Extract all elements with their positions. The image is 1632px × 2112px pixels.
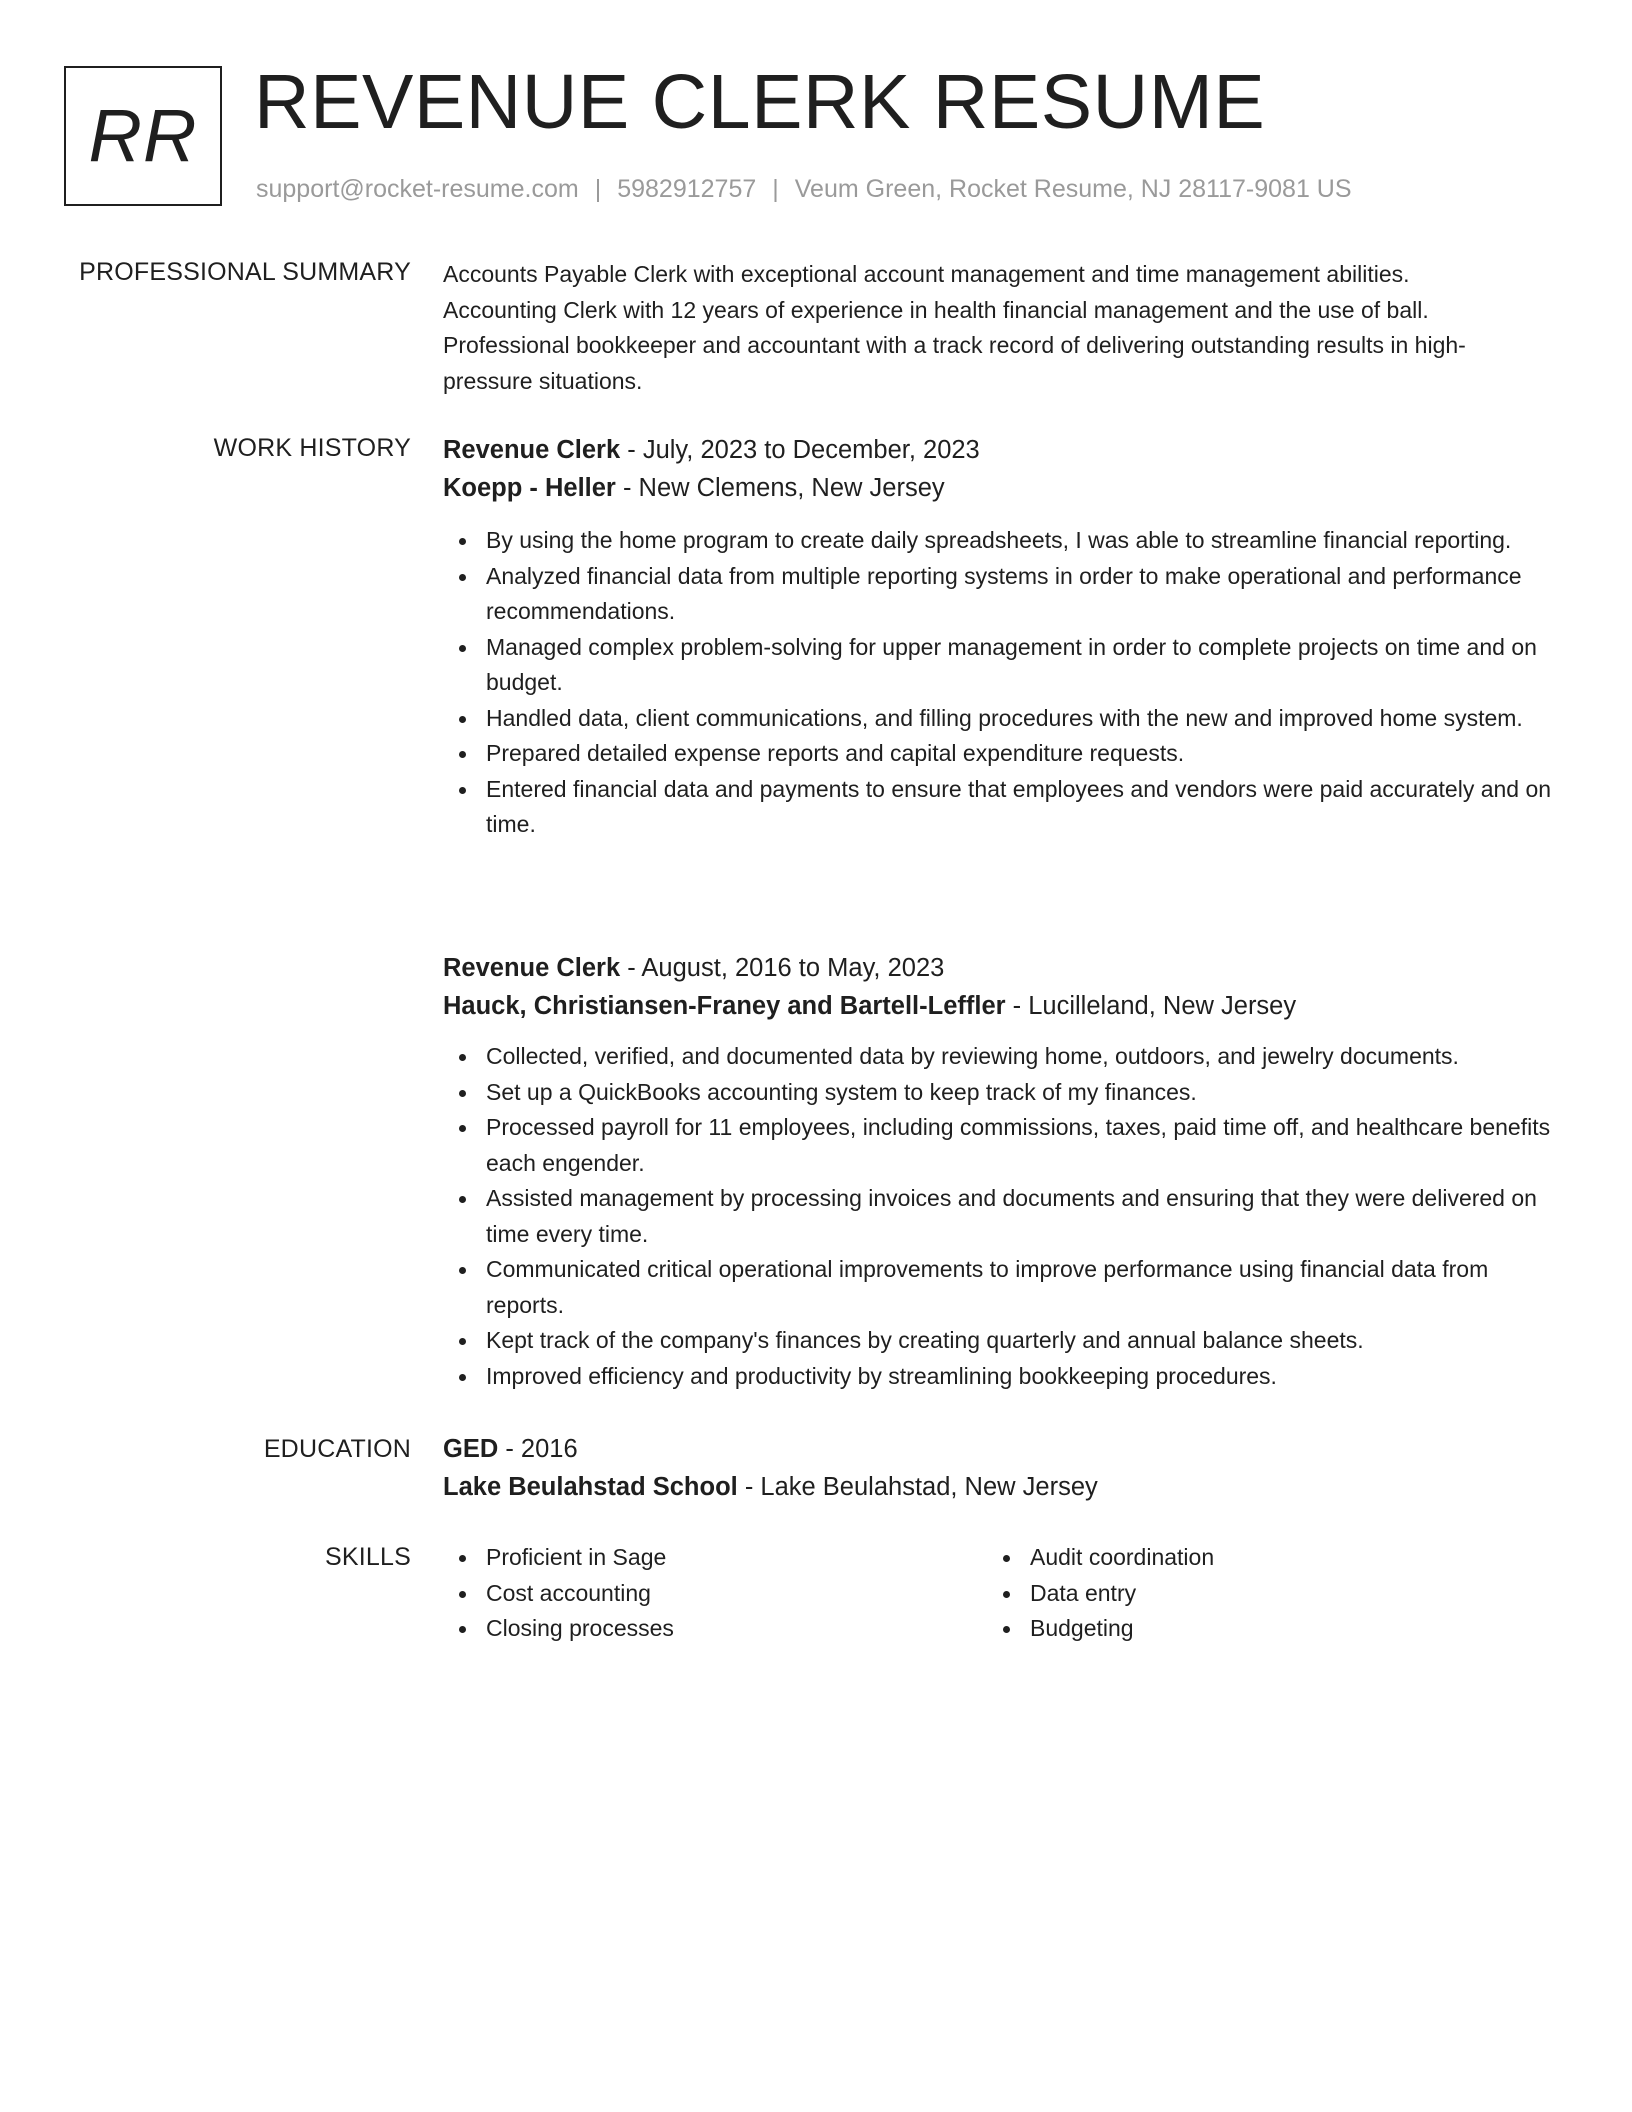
contact-separator: | — [772, 175, 779, 203]
job-bullets — [443, 523, 1563, 843]
skill-item: Data entry — [987, 1576, 1531, 1612]
resume-title: REVENUE CLERK RESUME — [254, 59, 1266, 145]
job-bullet: Set up a QuickBooks accounting system to keep track of my finances. — [443, 1075, 1563, 1111]
job-location: - New Clemens, New Jersey — [615, 474, 945, 502]
skills-body — [443, 1540, 1563, 1647]
job-company-line — [443, 469, 1563, 507]
education-location: - Lake Beulahstad, New Jersey — [737, 1473, 1098, 1501]
job-title: Revenue Clerk — [443, 954, 621, 982]
summary-line: Professional bookkeeper and accountant with a track record of delivering outstanding results in high- — [443, 332, 1466, 358]
section-label-summary: PROFESSIONAL SUMMARY — [79, 258, 411, 286]
job-bullet: Assisted management by processing invoices and documents and ensuring that they were delivered on time every time. — [443, 1181, 1563, 1252]
skill-item: Proficient in Sage — [443, 1540, 987, 1576]
job-bullet: Collected, verified, and documented data by reviewing home, outdoors, and jewelry documents. — [443, 1039, 1563, 1075]
summary-body — [443, 257, 1563, 399]
section-label-work-history: WORK HISTORY — [213, 434, 411, 462]
job-company-line — [443, 987, 1563, 1025]
job-bullet: Handled data, client communications, and filling procedures with the new and improved home system. — [443, 701, 1563, 737]
education-year: - 2016 — [498, 1435, 578, 1463]
contact-line — [256, 172, 1352, 206]
contact-phone: 5982912757 — [617, 175, 757, 203]
job-bullet: Prepared detailed expense reports and capital expenditure requests. — [443, 736, 1563, 772]
skills-list-left — [443, 1540, 987, 1647]
job-bullet: By using the home program to create daily spreadsheets, I was able to streamline financial reporting. — [443, 523, 1563, 559]
skill-item: Cost accounting — [443, 1576, 987, 1612]
job-title: Revenue Clerk — [443, 436, 621, 464]
job-company: Koepp - Heller — [443, 474, 616, 502]
education-degree: GED — [443, 1435, 499, 1463]
job-bullet: Communicated critical operational improvements to improve performance using financial data from reports. — [443, 1252, 1563, 1323]
job-bullets — [443, 1039, 1563, 1394]
contact-address: Veum Green, Rocket Resume, NJ 28117-9081 US — [794, 175, 1352, 203]
summary-line: Accounts Payable Clerk with exceptional account management and time management abilities. — [443, 261, 1410, 287]
skill-item: Budgeting — [987, 1611, 1531, 1647]
job-bullet: Kept track of the company's finances by creating quarterly and annual balance sheets. — [443, 1323, 1563, 1359]
summary-line: Accounting Clerk with 12 years of experience in health financial management and the use of ball. — [443, 296, 1429, 323]
job-bullet: Improved efficiency and productivity by streamlining bookkeeping procedures. — [443, 1359, 1563, 1395]
job-bullet: Managed complex problem-solving for upper management in order to complete projects on time and on budget. — [443, 630, 1563, 701]
job-company: Hauck, Christiansen-Franey and Bartell-Leffler — [443, 992, 1006, 1020]
skills-list-right — [987, 1540, 1531, 1647]
contact-email: support@rocket-resume.com — [256, 175, 579, 203]
education-degree-line — [443, 1430, 1563, 1468]
job-dates: - July, 2023 to December, 2023 — [620, 436, 980, 464]
job-title-line — [443, 949, 1563, 987]
job-title-line — [443, 431, 1563, 469]
skill-item: Closing processes — [443, 1611, 987, 1647]
section-label-skills: SKILLS — [325, 1543, 411, 1571]
job-bullet: Processed payroll for 11 employees, including commissions, taxes, paid time off, and healthcare benefits each engender. — [443, 1110, 1563, 1181]
job-bullet: Entered financial data and payments to ensure that employees and vendors were paid accurately and on time. — [443, 772, 1563, 843]
summary-line: pressure situations. — [443, 367, 643, 394]
contact-separator: | — [594, 175, 602, 203]
job-location: - Lucilleland, New Jersey — [1005, 992, 1297, 1020]
education-body — [443, 1430, 1563, 1506]
skill-item: Audit coordination — [987, 1540, 1531, 1576]
education-school-line — [443, 1468, 1563, 1506]
monogram-box — [64, 66, 222, 206]
job-dates: - August, 2016 to May, 2023 — [620, 954, 945, 982]
job-bullet: Analyzed financial data from multiple reporting systems in order to make operational and performance recommendations. — [443, 559, 1563, 630]
education-school: Lake Beulahstad School — [443, 1473, 738, 1501]
monogram-initials: RR — [88, 94, 198, 177]
section-label-education: EDUCATION — [263, 1435, 411, 1463]
job-entry — [443, 431, 1563, 843]
job-entry — [443, 949, 1563, 1394]
